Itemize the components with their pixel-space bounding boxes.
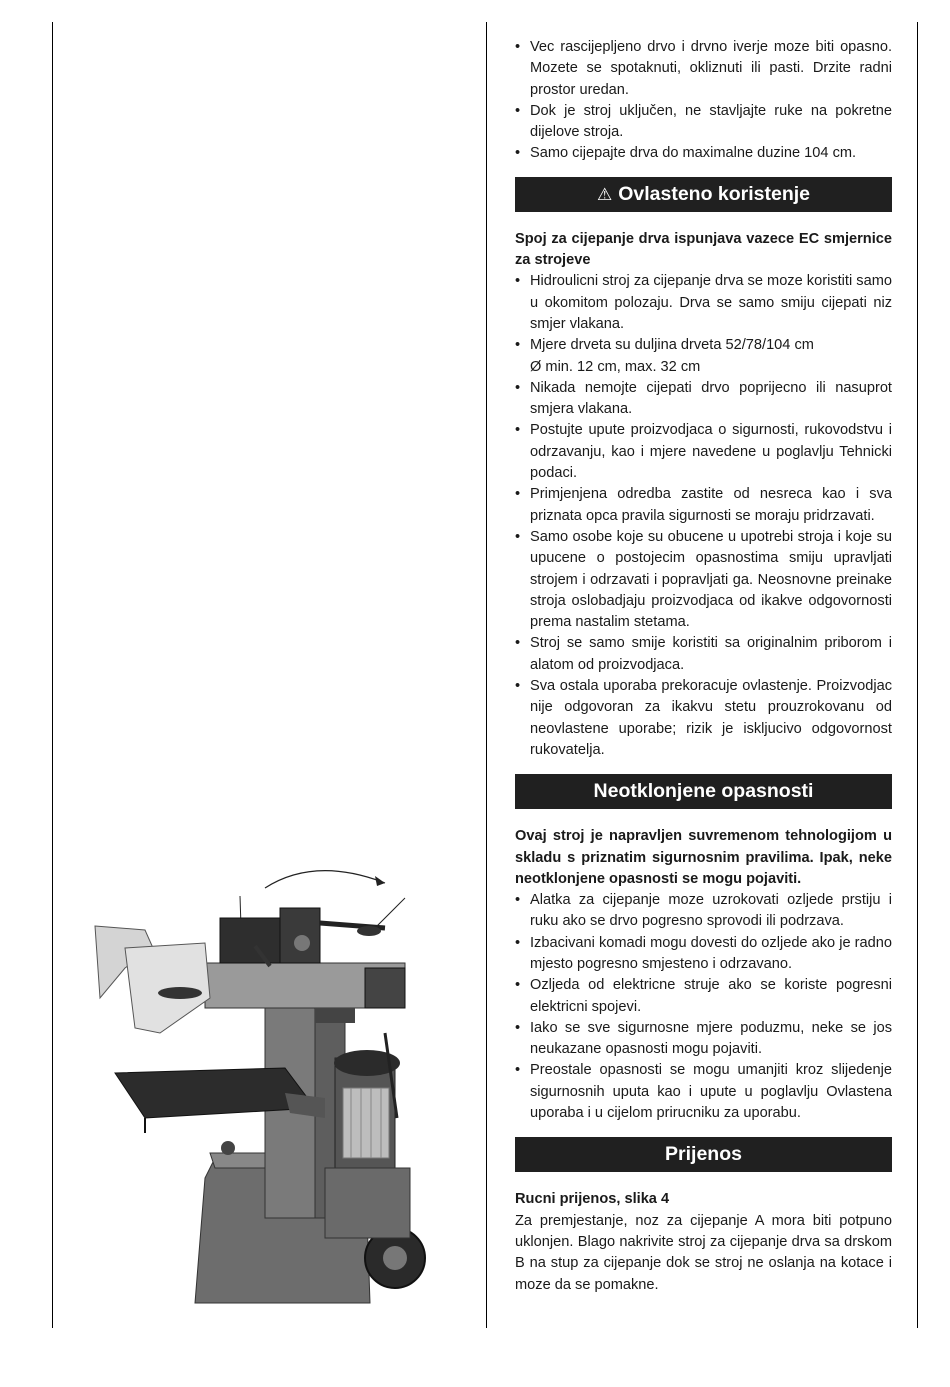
- list-item: • Iako se sve sigurnosne mjere poduzmu, neke se jos neukazane opasnosti mogu pojaviti.: [515, 1018, 892, 1061]
- list-item: • Dok je stroj uključen, ne stavljajte ruke na pokretne dijelove stroja.: [515, 101, 892, 144]
- column-divider: [486, 22, 487, 1328]
- list-item: • Postujte upute proizvodjaca o sigurnosti, rukovodstvu i odrzavanju, kao i mjere navedene u poglavlju Tehnicki podaci.: [515, 420, 892, 484]
- section-subtitle: Rucni prijenos, slika 4: [515, 1191, 670, 1208]
- section-paragraph: Za premjestanje, noz za cijepanje A mora biti potpuno uklonjen. Blago nakrivite stroj za cijepanje drva sa drskom B na stup za cijepanje dok se stroj ne oslanja na kotace i moze da se pomakne.: [515, 1212, 892, 1293]
- list-item: [515, 335, 892, 378]
- section-header-residual-risks: [515, 774, 892, 809]
- section-header-authorized-use: [515, 177, 892, 212]
- list-item: • Stroj se samo smije koristiti sa originalnim priborom i alatom od proizvodjaca.: [515, 633, 892, 676]
- list-item-line: Ø min. 12 cm, max. 32 cm: [530, 358, 701, 375]
- list-item: • Hidroulicni stroj za cijepanje drva se moze koristiti samo u okomitom polozaju. Drva se samo smiju cijepati niz smjer vlakana.: [515, 271, 892, 335]
- text-column: [515, 37, 892, 1296]
- section-lead: Ovaj stroj je napravljen suvremenom tehnologijom u skladu s priznatim sigurnosnim pravilima. Ipak, neke neotklonjene opasnosti se mogu pojaviti.: [515, 828, 892, 887]
- authorized-use-list: [515, 271, 892, 761]
- list-item: • Samo osobe koje su obucene u upotrebi stroja i koje su upucene o postojecim opasnostima smiju upravljati strojem i odrzavati i popravljati ga. Neosnovne preinake stroja oslobadjaju proizvodjaca od ikakve odgovornosti prema nastalim stetama.: [515, 527, 892, 633]
- intro-bullet-list: [515, 37, 892, 165]
- residual-risks-list: [515, 890, 892, 1124]
- list-item: • Nikada nemojte cijepati drvo poprijecno ili nasuprot smjera vlakana.: [515, 378, 892, 421]
- list-item-line: Mjere drveta su duljina drveta 52/78/104 cm: [530, 337, 814, 354]
- list-item: • Ozljeda od elektricne struje ako se koriste pogresni elektricni spojevi.: [515, 975, 892, 1018]
- page-border-left: [52, 22, 53, 1328]
- section-title: Ovlasteno koristenje: [618, 182, 811, 205]
- page-border-right: [917, 22, 918, 1328]
- section-header-transport: [515, 1137, 892, 1172]
- log-splitter-illustration: [85, 858, 430, 1318]
- list-item: • Sva ostala uporaba prekoracuje ovlastenje. Proizvodjac nije odgovoran za ikakvu stetu prouzrokovanu od neovlastene uporabe; rizik je iskljucivo odgovornost rukovatelja.: [515, 676, 892, 761]
- section-title: Prijenos: [665, 1143, 742, 1166]
- section-title: Neotklonjene opasnosti: [593, 780, 814, 803]
- list-item: • Samo cijepajte drva do maximalne duzine 104 cm.: [515, 143, 892, 164]
- list-item: • Izbacivani komadi mogu dovesti do ozljede ako je radno mjesto pogresno smjesteno i odrzavano.: [515, 933, 892, 976]
- list-item: • Primjenjena odredba zastite od nesreca kao i sva priznata opca pravila sigurnosti se moraju pridrzavati.: [515, 484, 892, 527]
- warning-icon: ⚠: [596, 184, 613, 204]
- list-item: • Alatka za cijepanje moze uzrokovati ozljede prstiju i ruku ako se drvo pogresno sprovodi ili podrzava.: [515, 890, 892, 933]
- list-item: • Preostale opasnosti se mogu umanjiti kroz slijedenje sigurnosnih uputa kao i upute u poglavlju Ovlastena uporaba i u cijelom prirucniku za uporabu.: [515, 1060, 892, 1124]
- list-item: • Vec rascijepljeno drvo i drvno iverje moze biti opasno. Mozete se spotaknuti, okliznuti ili pasti. Drzite radni prostor uredan.: [515, 37, 892, 101]
- section-lead: Spoj za cijepanje drva ispunjava vazece EC smjernice za strojeve: [515, 230, 892, 269]
